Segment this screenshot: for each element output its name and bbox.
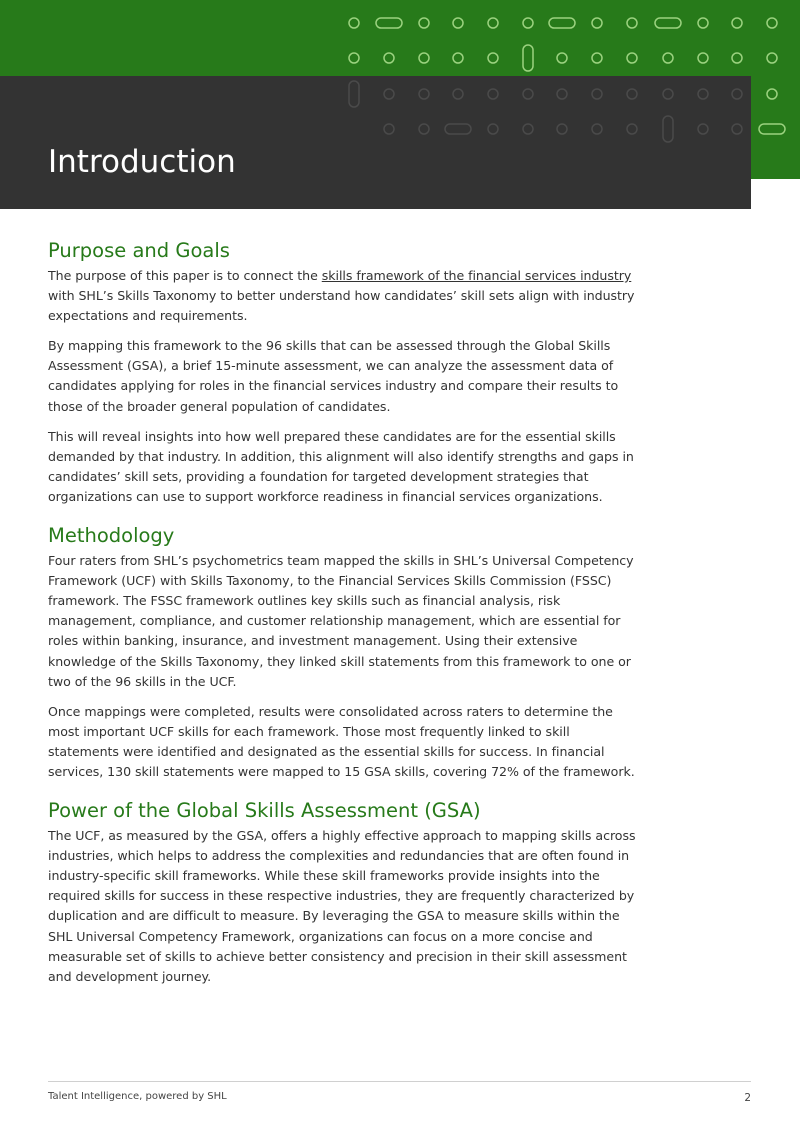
- pattern-shape: [698, 18, 708, 28]
- pattern-shape: [349, 18, 359, 28]
- section-power-of-gsa: [48, 796, 638, 987]
- pattern-shape: [445, 124, 471, 134]
- pattern-shape: [523, 18, 533, 28]
- pattern-shape: [732, 18, 742, 28]
- paragraph: Once mappings were completed, results were consolidated across raters to determine the most important UCF skills for each framework. Those most frequently linked to skill statements were identified and designated as the essential skills for success. In financial services, 130 skill statements were mapped to 15 GSA skills, covering 72% of the framework.: [48, 703, 635, 779]
- pattern-shape: [592, 18, 602, 28]
- section-heading: Power of the Global Skills Assessment (GSA): [48, 799, 481, 823]
- pattern-shape: [453, 18, 463, 28]
- pattern-shape: [384, 89, 394, 99]
- pattern-shape: [349, 53, 359, 63]
- pattern-shape: [655, 18, 681, 28]
- page-title: Introduction: [48, 144, 236, 180]
- pattern-shape: [592, 124, 602, 134]
- pattern-shape: [376, 18, 402, 28]
- paragraph-text: with SHL’s Skills Taxonomy to better understand how candidates’ skill sets align with industry expectations and requirements.: [48, 288, 635, 324]
- pattern-shape: [349, 81, 359, 107]
- pattern-shape: [419, 53, 429, 63]
- pattern-shape: [698, 89, 708, 99]
- pattern-shape: [453, 89, 463, 99]
- section-purpose-and-goals: [48, 236, 638, 507]
- pattern-shape: [592, 53, 602, 63]
- pattern-shape: [453, 53, 463, 63]
- paragraph: By mapping this framework to the 96 skills that can be assessed through the Global Skills Assessment (GSA), a brief 15-minute assessment, we can analyze the assessment data of candidates applying for roles in the financial services industry and compare their results to those of the broader general population of candidates.: [48, 338, 619, 414]
- pattern-shape: [759, 124, 785, 134]
- pattern-shape: [627, 124, 637, 134]
- pattern-shape: [488, 53, 498, 63]
- paragraph-text: The purpose of this paper is to connect the: [48, 268, 322, 283]
- pattern-shape: [732, 89, 742, 99]
- pattern-shape: [627, 18, 637, 28]
- paragraph: Four raters from SHL’s psychometrics team mapped the skills in SHL’s Universal Competency Framework (UCF) with Skills Taxonomy, to the Financial Services Skills Commission (FSSC) framework. The FSSC framework outlines key skills such as financial analysis, risk management, compliance, and customer relationship management, which are essential for roles within banking, insurance, and investment management. Using their extensive knowledge of the Skills Taxonomy, they linked skill statements from this framework to one or two of the 96 skills in the UCF.: [48, 553, 634, 689]
- paragraph: The UCF, as measured by the GSA, offers a highly effective approach to mapping skills across industries, which helps to address the complexities and redundancies that are often found in industry-specific skill frameworks. While these skill frameworks provide insights into the required skills for success in these respective industries, they are frequently characterized by duplication and are difficult to measure. By leveraging the GSA to measure skills within the SHL Universal Competency Framework, organizations can focus on a more concise and measurable set of skills to achieve better consistency and precision in their skill assessment and development journey.: [48, 828, 636, 984]
- pattern-shape: [663, 116, 673, 142]
- pattern-shape: [557, 89, 567, 99]
- pattern-shape: [557, 53, 567, 63]
- pattern-shape: [384, 53, 394, 63]
- main-content: [48, 236, 638, 1001]
- pattern-shape: [698, 53, 708, 63]
- pattern-shape: [384, 124, 394, 134]
- pattern-shape: [663, 53, 673, 63]
- pattern-shape: [732, 124, 742, 134]
- pattern-shape: [549, 18, 575, 28]
- pattern-shape: [488, 89, 498, 99]
- pattern-shape: [767, 89, 777, 99]
- paragraph: [48, 266, 638, 326]
- pattern-shape: [698, 124, 708, 134]
- pattern-shape: [592, 89, 602, 99]
- pattern-shape: [419, 18, 429, 28]
- section-heading: Purpose and Goals: [48, 239, 230, 262]
- pattern-shape: [663, 89, 673, 99]
- pattern-shape: [523, 124, 533, 134]
- section-methodology: [48, 521, 638, 782]
- paragraph: This will reveal insights into how well prepared these candidates are for the essential skills demanded by that industry. In addition, this alignment will also identify strengths and gaps in candidates’ skill sets, providing a foundation for targeted development strategies that organizations can use to support workforce readiness in financial services organizations.: [48, 428, 634, 504]
- pattern-shape: [767, 53, 777, 63]
- pattern-shape: [627, 89, 637, 99]
- pattern-shape: [557, 124, 567, 134]
- pattern-shape: [627, 53, 637, 63]
- framework-link[interactable]: skills framework of the financial services industry: [321, 268, 632, 283]
- pattern-shape: [419, 124, 429, 134]
- pattern-shape: [767, 18, 777, 28]
- pattern-shape: [732, 53, 742, 63]
- footer-text: Talent Intelligence, powered by SHL: [48, 1091, 227, 1102]
- pattern-shape: [523, 45, 533, 71]
- pattern-shape: [488, 124, 498, 134]
- pattern-shape: [523, 89, 533, 99]
- pattern-shape: [419, 89, 429, 99]
- section-heading: Methodology: [48, 524, 175, 548]
- footer-divider: [48, 1081, 751, 1082]
- page-number: 2: [744, 1092, 751, 1104]
- pattern-shape: [488, 18, 498, 28]
